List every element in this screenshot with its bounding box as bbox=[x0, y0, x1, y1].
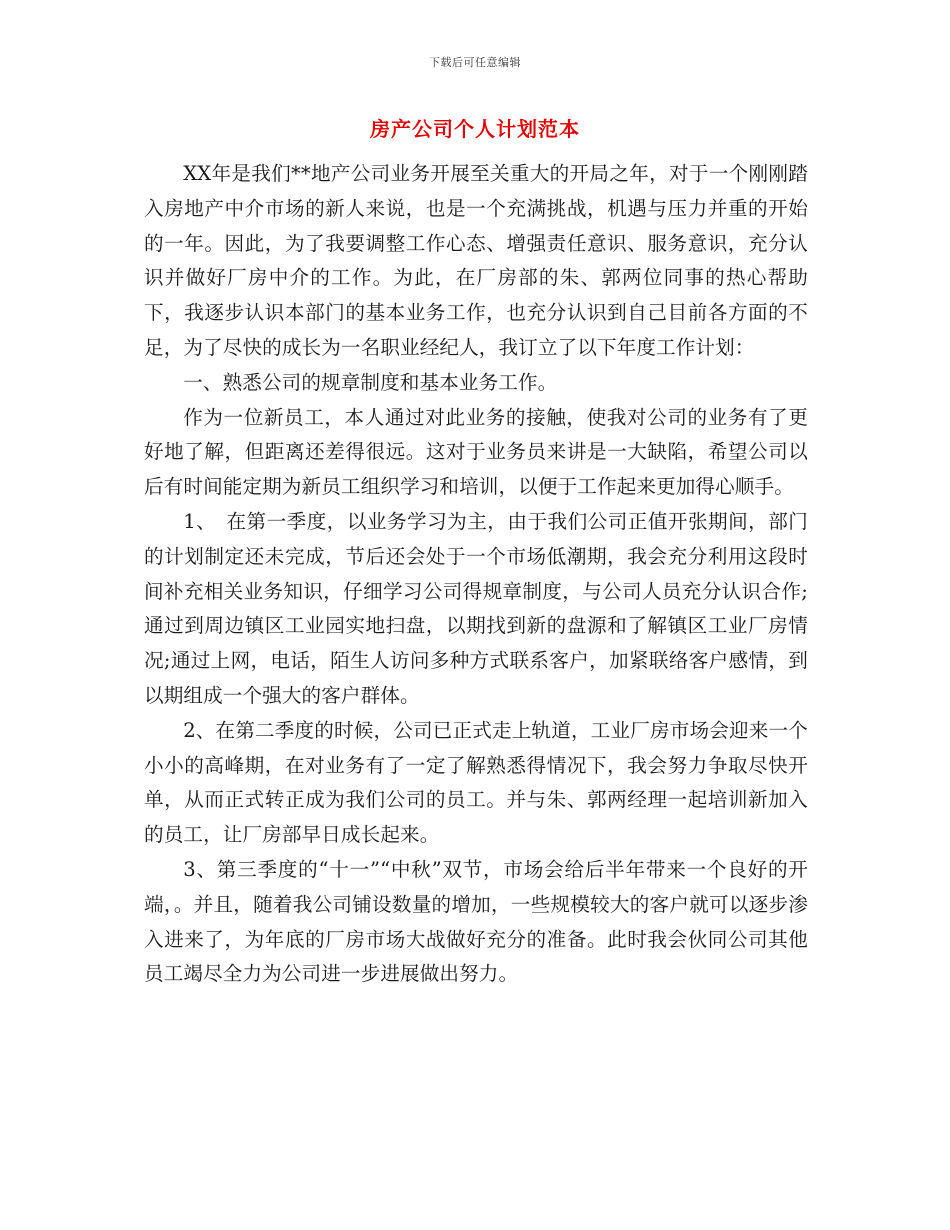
document-title: 房产公司个人计划范本 bbox=[370, 117, 580, 141]
paragraph-section-heading: 一、熟悉公司的规章制度和基本业务工作。 bbox=[183, 370, 558, 394]
running-header: 下载后可任意编辑 bbox=[429, 56, 521, 69]
paragraph-q3-plan: 3、第三季度的“十一”“中秋”双节，市场会给后半年带来一个良好的开端，。并且，随着我公司铺设数量的增加，一些规模较大的客户就可以逐步渗入进来了，为年底的厂房市场大战做好充分的准备。此时我会伙同公司其他员工竭尽全力为公司进一步进展做出努力。 bbox=[144, 857, 808, 986]
paragraph-q2-plan: 2、在第二季度的时候，公司已正式走上轨道，工业厂房市场会迎来一个小小的高峰期，在对业务有了一定了解熟悉得情况下，我会努力争取尽快开单，从而正式转正成为我们公司的员工。并与朱、郭两经理一起培训新加入的员工，让厂房部早日成长起来。 bbox=[144, 718, 808, 847]
paragraph-q1-plan: 1、 在第一季度，以业务学习为主，由于我们公司正值开张期间，部门的计划制定还未完成，节后还会处于一个市场低潮期，我会充分利用这段时间补充相关业务知识，仔细学习公司得规章制度，与公司人员充分认识合作;通过到周边镇区工业园实地扫盘，以期找到新的盘源和了解镇区工业厂房情况;通过上网，电话，陌生人访问多种方式联系客户，加紧联络客户感情，到以期组成一个强大的客户群体。 bbox=[144, 509, 808, 707]
paragraph-new-employee: 作为一位新员工，本人通过对此业务的接触，使我对公司的业务有了更好地了解，但距离还差得很远。这对于业务员来讲是一大缺陷，希望公司以后有时间能定期为新员工组织学习和培训，以便于工作起来更加得心顺手。 bbox=[144, 405, 808, 499]
paragraph-intro: XX年是我们**地产公司业务开展至关重大的开局之年，对于一个刚刚踏入房地产中介市场的新人来说，也是一个充满挑战，机遇与压力并重的开始的一年。因此，为了我要调整工作心态、增强责任意识、服务意识，充分认识并做好厂房中介的工作。为此，在厂房部的朱、郭两位同事的热心帮助下，我逐步认识本部门的基本业务工作，也充分认识到自己目前各方面的不足，为了尽快的成长为一名职业经纪人，我订立了以下年度工作计划： bbox=[144, 162, 808, 359]
document-body bbox=[144, 157, 808, 992]
